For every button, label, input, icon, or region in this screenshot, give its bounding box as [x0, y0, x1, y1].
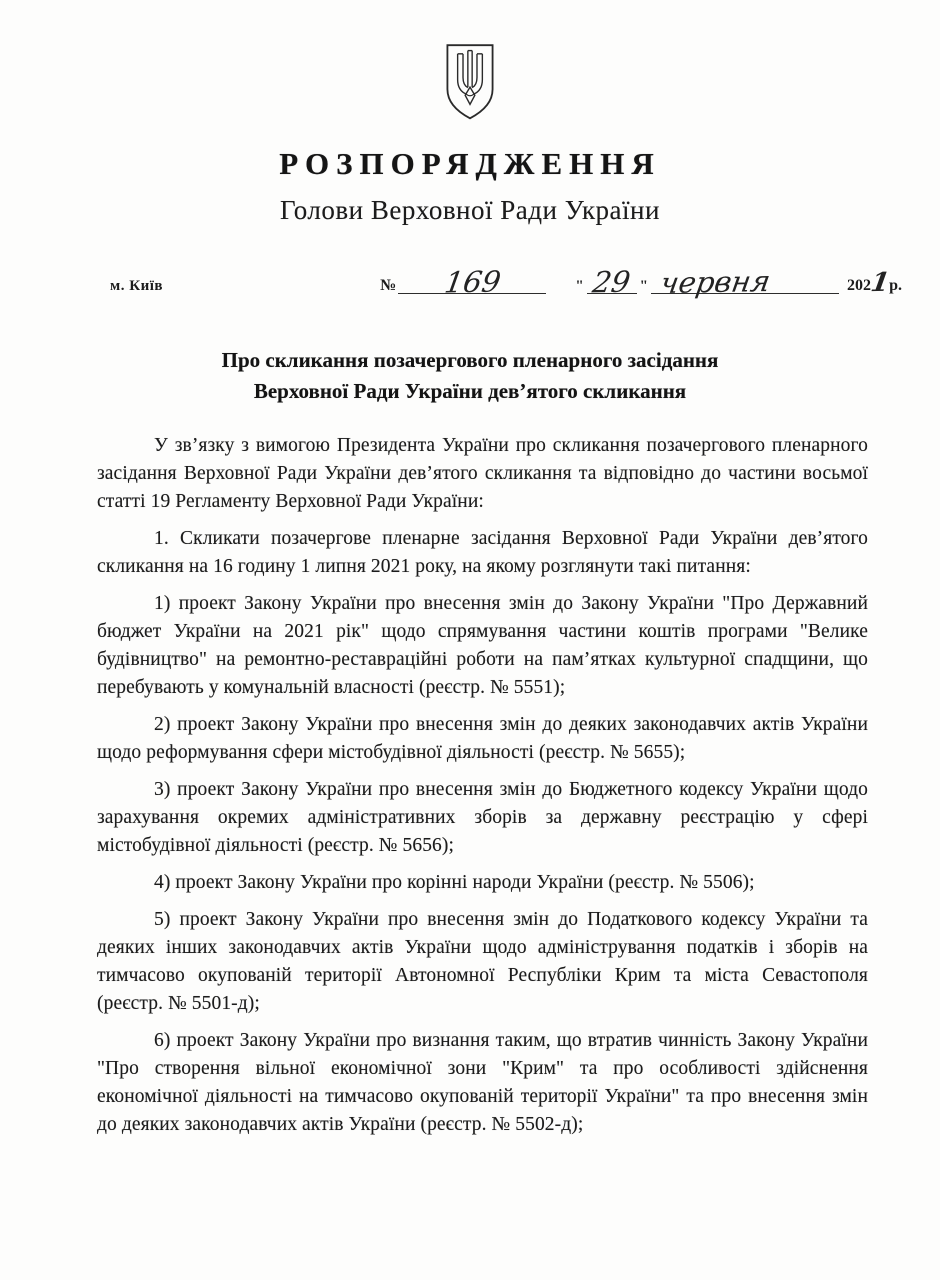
date-year-handwritten-digit: 1: [868, 267, 892, 299]
ukraine-coat-of-arms-icon: [443, 42, 497, 128]
date-year-printed: 202: [847, 277, 871, 294]
date-month-blank: [651, 264, 839, 300]
agenda-item-3: 3) проект Закону України про внесення змін до Бюджетного кодексу України щодо зарахування окремих адміністративних зборів за державну реєстрацію у сфері містобудівної діяльності (реєстр. № 5656);: [97, 779, 868, 856]
paragraph-intro: У зв’язку з вимогою Президента України про скликання позачергового пленарного засідання Верховної Ради України дев’ятого скликання та відповідно до частини восьмої статті 19 Регламенту Верховної Ради України:: [97, 435, 868, 512]
agenda-item-4: 4) проект Закону України про корінні народи України (реєстр. № 5506);: [154, 872, 755, 893]
subject-title: [0, 345, 940, 407]
doc-number-label: №: [380, 277, 397, 294]
number-and-date-group: [380, 264, 902, 300]
document-body: [0, 432, 940, 1139]
day-open-quote: ": [575, 278, 584, 294]
day-close-quote: ": [639, 278, 648, 294]
subject-title-line1: Про скликання позачергового пленарного засідання: [221, 348, 719, 372]
issuer-subtitle: Голови Верховної Ради України: [280, 195, 660, 225]
doc-number-blank: [398, 264, 546, 300]
agenda-item-1: 1) проект Закону України про внесення змін до Закону України "Про Державний бюджет України на 2021 рік" щодо спрямування частини коштів програми "Велике будівництво" на ремонтно-реставраційні роботи на пам’ятках культурної спадщини, що перебувають у комунальній власності (реєстр. № 5551);: [97, 593, 868, 698]
paragraph-resolution: 1. Скликати позачергове пленарне засідання Верховної Ради України дев’ятого скликання на 16 годину 1 липня 2021 року, на якому розглянути такі питання:: [97, 528, 868, 577]
doc-number-value: 169: [441, 264, 503, 300]
date-day-value: 29: [590, 264, 633, 300]
agenda-item-2: 2) проект Закону України про внесення змін до деяких законодавчих актів України щодо реформування сфери містобудівної діяльності (реєстр. № 5655);: [97, 714, 868, 763]
agenda-item-6: 6) проект Закону України про визнання таким, що втратив чинність Закону України "Про створення вільної економічної зони "Крим" та про особливості здійснення економічної діяльності на тимчасово окупованій території України" та про внесення змін до деяких законодавчих актів України (реєстр. № 5502-д);: [97, 1030, 868, 1135]
agenda-item-5: 5) проект Закону України про внесення змін до Податкового кодексу України та деяких інших законодавчих актів України щодо адміністрування податків і зборів на тимчасово окупованій території Автономної Республіки Крим та міста Севастополя (реєстр. № 5501-д);: [97, 909, 868, 1014]
date-year-suffix: р.: [889, 277, 902, 294]
meta-row: [0, 264, 940, 300]
date-day-blank: [587, 264, 637, 300]
city-label: м. Київ: [110, 278, 164, 294]
document-type-title: РОЗПОРЯДЖЕННЯ: [279, 146, 661, 181]
date-year-group: [847, 267, 902, 299]
subject-title-line2: Верховної Ради України дев’ятого скликання: [253, 379, 687, 403]
date-month-value: червня: [658, 264, 773, 300]
